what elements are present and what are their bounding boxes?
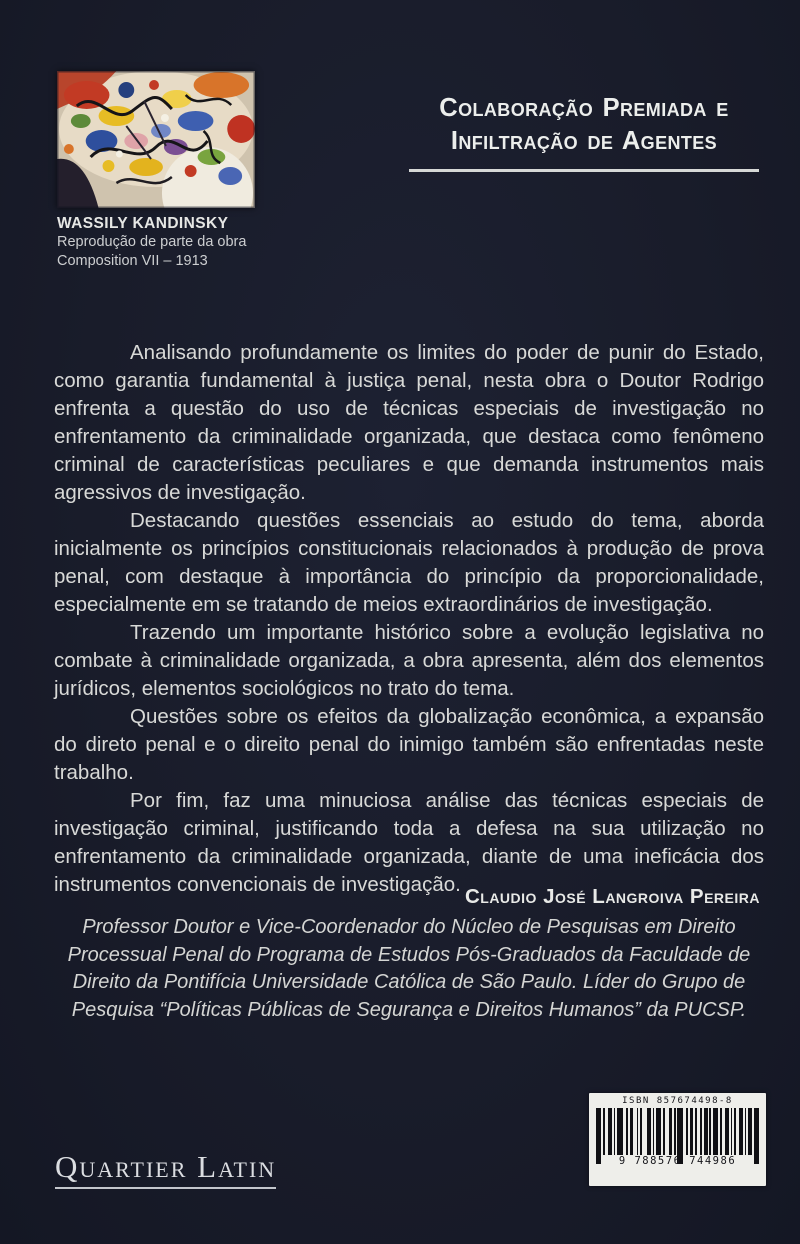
synopsis-text (54, 339, 764, 899)
kandinsky-artwork (57, 71, 255, 208)
title-underline (409, 169, 759, 172)
endorsement-author-name: Claudio José Langroiva Pereira (464, 885, 760, 908)
author-bio-line: Pesquisa “Políticas Públicas de Segurança e Direitos Humanos” da PUCSP. (71, 998, 747, 1021)
artwork-caption-line1: Reprodução de parte da obra (57, 234, 247, 250)
author-bio-line: Processual Penal do Programa de Estudos Pós-Graduados da Faculdade de (67, 943, 751, 966)
isbn-number-label: ISBN 857674498-8 (622, 1096, 733, 1106)
synopsis-paragraph: Trazendo um importante histórico sobre a evolução legislativa no combate à criminalidade organizada, a obra apresenta, além dos elementos jurídicos, elementos sociológicos no trato do tema. (54, 621, 764, 700)
artwork-caption-line2: Composition VII – 1913 (57, 253, 208, 269)
book-title-line1: Colaboração Premiada e (439, 94, 729, 122)
book-title-line2: Infiltração de Agentes (450, 127, 718, 155)
kandinsky-artwork-image (57, 71, 255, 208)
author-bio-line: Professor Doutor e Vice-Coordenador do Núcleo de Pesquisas em Direito (82, 916, 736, 938)
book-title (398, 92, 770, 172)
isbn-barcode (589, 1093, 766, 1186)
endorsement-author-block (54, 885, 764, 1024)
endorsement-author-bio (54, 914, 764, 1024)
barcode-bar (754, 1108, 759, 1164)
artwork-caption (57, 214, 317, 271)
synopsis-paragraph: Destacando questões essenciais ao estudo do tema, aborda inicialmente os princípios constitucionais relacionados à produção de prova penal, com destaque à importância do princípio da proporcionalidade, especialmente em se tratando de meios extraordinários de investigação. (54, 509, 764, 616)
ean-digits: 9 788576 744986 (618, 1155, 737, 1167)
synopsis-paragraph: Por fim, faz uma minuciosa análise das técnicas especiais de investigação criminal, justificando toda a defesa na sua utilização no enfrentamento da criminalidade organizada, diante de uma ineficácia dos instrumentos convencionais de investigação. (54, 789, 764, 896)
synopsis-paragraph: Questões sobre os efeitos da globalização econômica, a expansão do direto penal e o direito penal do inimigo também são enfrentadas neste trabalho. (54, 705, 764, 784)
synopsis-paragraph: Analisando profundamente os limites do poder de punir do Estado, como garantia fundamental à justiça penal, nesta obra o Doutor Rodrigo enfrenta a questão do uso de técnicas especiais de investigação no enfrentamento da criminalidade organizada, que destaca como fenômeno criminal de características peculiares e que demanda instrumentos mais agressivos de investigação. (54, 341, 764, 504)
author-bio-line: Direito da Pontifícia Universidade Católica de São Paulo. Líder do Grupo de (72, 971, 746, 993)
publisher-logo: Quartier Latin (55, 1149, 276, 1189)
artwork-artist-name: WASSILY KANDINSKY (57, 215, 229, 232)
